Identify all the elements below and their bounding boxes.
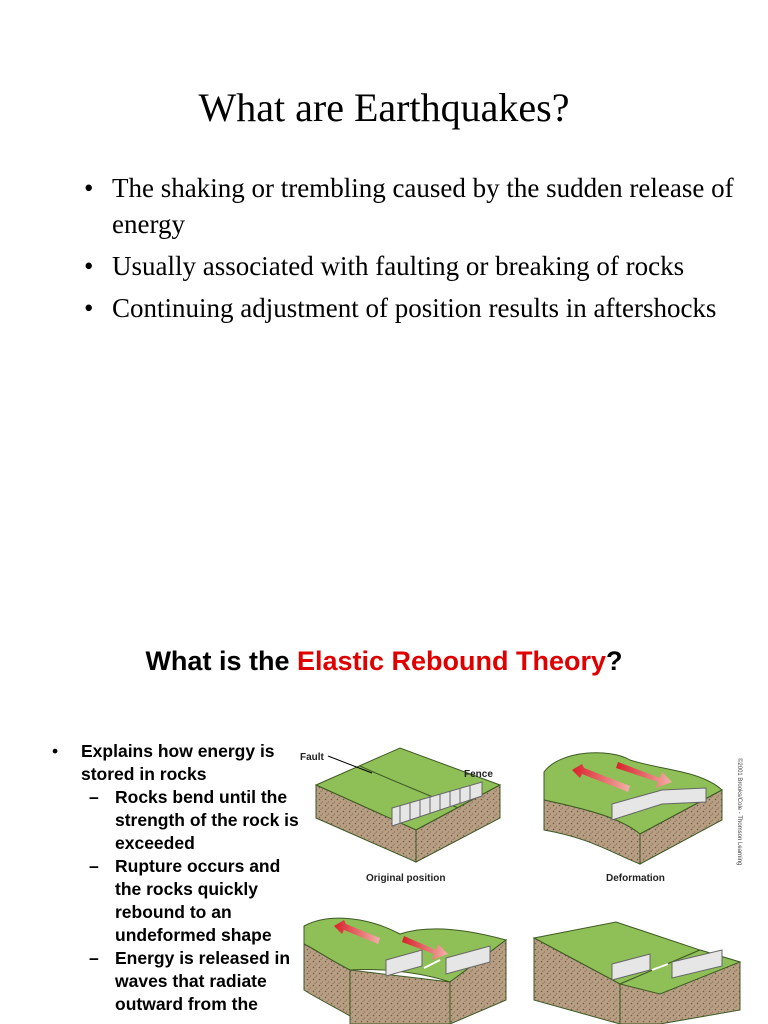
- slide-title: What are Earthquakes?: [198, 85, 570, 130]
- bullet-dot-icon: •: [84, 293, 94, 323]
- elastic-rebound-diagram: [296, 740, 768, 1024]
- bullet-item: • Usually associated with faulting or breaking of rocks: [84, 248, 764, 284]
- highlighted-term: Elastic Rebound Theory: [296, 646, 607, 676]
- block-rebound: [534, 922, 740, 1024]
- sub-bullet-item: – Energy is released in waves that radiate outward from the: [89, 948, 291, 1014]
- bullet-dot-icon: •: [84, 251, 94, 281]
- bullet-dot-icon: •: [52, 741, 59, 761]
- bullet-item: • Continuing adjustment of position results in aftershocks: [84, 290, 764, 326]
- sub-bullet-item: – Rupture occurs and the rocks quickly rebound to an undeformed shape: [89, 856, 281, 945]
- bullet-dot-icon: •: [84, 173, 94, 203]
- sub-bullet-item: – Rocks bend until the strength of the rock is exceeded: [89, 787, 299, 853]
- copyright-text: ©2001 Brooks/Cole - Thomson Learning: [736, 758, 742, 866]
- dash-icon: –: [89, 856, 99, 876]
- caption-deformation: Deformation: [606, 873, 665, 884]
- caption-original-position: Original position: [366, 873, 446, 884]
- bullet-list: [50, 740, 310, 1016]
- block-deformation: [544, 753, 743, 884]
- block-original-position: [300, 748, 500, 884]
- bullet-list: [84, 170, 764, 332]
- dash-icon: –: [89, 787, 99, 807]
- fence-label: Fence: [464, 769, 493, 780]
- block-rupture: [304, 918, 506, 1024]
- bullet-item: • Explains how energy is stored in rocks – Rocks bend until the strength of the rock is exceeded – Rupture occurs and the rocks quickly rebound to an undeformed shape – Energy is released in waves that radiate outward from the: [50, 740, 310, 1016]
- sub-bullet-list: [81, 786, 310, 1016]
- fault-label: Fault: [300, 752, 324, 763]
- bullet-item: • The shaking or trembling caused by the sudden release of energy: [84, 170, 764, 242]
- dash-icon: –: [89, 948, 99, 968]
- slide-title: What is the Elastic Rebound Theory?: [145, 646, 623, 676]
